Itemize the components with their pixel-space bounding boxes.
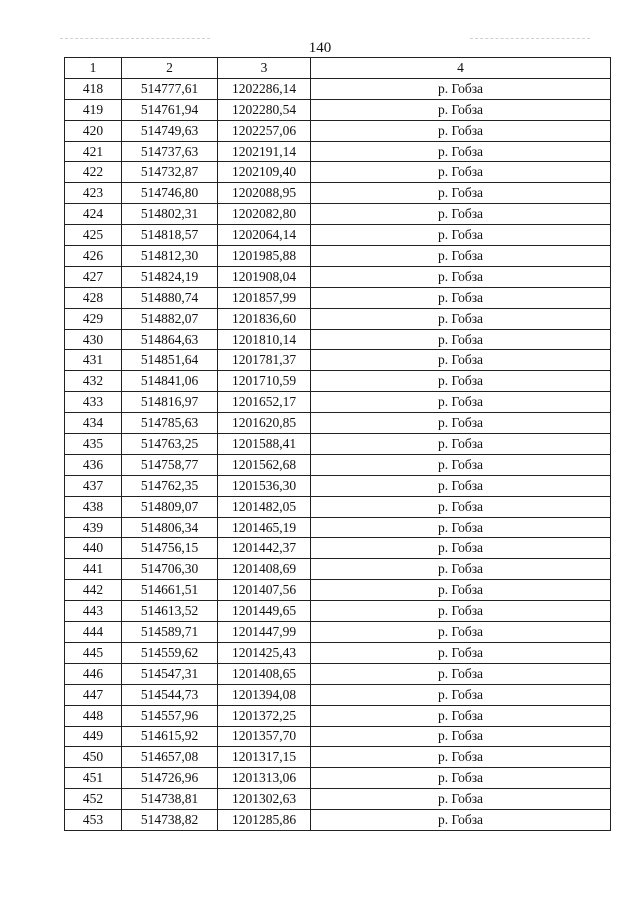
table-row bbox=[65, 622, 611, 643]
point-number-cell: 431 bbox=[65, 350, 122, 371]
x-coordinate-cell: 514806,34 bbox=[122, 517, 218, 538]
x-coordinate-cell: 514557,96 bbox=[122, 705, 218, 726]
x-coordinate-cell: 514746,80 bbox=[122, 183, 218, 204]
table-row bbox=[65, 266, 611, 287]
y-coordinate-cell: 1201710,59 bbox=[218, 371, 311, 392]
table-row bbox=[65, 580, 611, 601]
y-coordinate-cell: 1201482,05 bbox=[218, 496, 311, 517]
table-row bbox=[65, 601, 611, 622]
x-coordinate-cell: 514661,51 bbox=[122, 580, 218, 601]
x-coordinate-cell: 514818,57 bbox=[122, 225, 218, 246]
y-coordinate-cell: 1202064,14 bbox=[218, 225, 311, 246]
scan-artifact-line bbox=[470, 38, 590, 39]
table-row bbox=[65, 726, 611, 747]
y-coordinate-cell: 1201447,99 bbox=[218, 622, 311, 643]
point-number-cell: 439 bbox=[65, 517, 122, 538]
point-number-cell: 434 bbox=[65, 413, 122, 434]
point-number-cell: 422 bbox=[65, 162, 122, 183]
point-number-cell: 442 bbox=[65, 580, 122, 601]
x-coordinate-cell: 514812,30 bbox=[122, 246, 218, 267]
point-number-cell: 441 bbox=[65, 559, 122, 580]
description-cell: р. Гобза bbox=[311, 705, 611, 726]
point-number-cell: 436 bbox=[65, 454, 122, 475]
x-coordinate-cell: 514589,71 bbox=[122, 622, 218, 643]
y-coordinate-cell: 1201465,19 bbox=[218, 517, 311, 538]
table-row bbox=[65, 642, 611, 663]
point-number-cell: 428 bbox=[65, 287, 122, 308]
point-number-cell: 438 bbox=[65, 496, 122, 517]
y-coordinate-cell: 1201562,68 bbox=[218, 454, 311, 475]
table-row bbox=[65, 141, 611, 162]
x-coordinate-cell: 514851,64 bbox=[122, 350, 218, 371]
y-coordinate-cell: 1201985,88 bbox=[218, 246, 311, 267]
y-coordinate-cell: 1201357,70 bbox=[218, 726, 311, 747]
point-number-cell: 437 bbox=[65, 475, 122, 496]
y-coordinate-cell: 1202109,40 bbox=[218, 162, 311, 183]
description-cell: р. Гобза bbox=[311, 225, 611, 246]
y-coordinate-cell: 1201536,30 bbox=[218, 475, 311, 496]
table-row bbox=[65, 162, 611, 183]
y-coordinate-cell: 1202082,80 bbox=[218, 204, 311, 225]
point-number-cell: 444 bbox=[65, 622, 122, 643]
description-cell: р. Гобза bbox=[311, 726, 611, 747]
page-number: 140 bbox=[308, 40, 332, 56]
description-cell: р. Гобза bbox=[311, 768, 611, 789]
description-cell: р. Гобза bbox=[311, 350, 611, 371]
x-coordinate-cell: 514615,92 bbox=[122, 726, 218, 747]
column-header-2: 2 bbox=[122, 58, 218, 79]
point-number-cell: 448 bbox=[65, 705, 122, 726]
y-coordinate-cell: 1201449,65 bbox=[218, 601, 311, 622]
table-row bbox=[65, 99, 611, 120]
x-coordinate-cell: 514761,94 bbox=[122, 99, 218, 120]
x-coordinate-cell: 514785,63 bbox=[122, 413, 218, 434]
table-row bbox=[65, 287, 611, 308]
x-coordinate-cell: 514613,52 bbox=[122, 601, 218, 622]
point-number-cell: 429 bbox=[65, 308, 122, 329]
table-row bbox=[65, 747, 611, 768]
point-number-cell: 420 bbox=[65, 120, 122, 141]
description-cell: р. Гобза bbox=[311, 329, 611, 350]
description-cell: р. Гобза bbox=[311, 517, 611, 538]
point-number-cell: 435 bbox=[65, 434, 122, 455]
description-cell: р. Гобза bbox=[311, 601, 611, 622]
description-cell: р. Гобза bbox=[311, 538, 611, 559]
y-coordinate-cell: 1202286,14 bbox=[218, 78, 311, 99]
x-coordinate-cell: 514763,25 bbox=[122, 434, 218, 455]
table-row bbox=[65, 789, 611, 810]
description-cell: р. Гобза bbox=[311, 475, 611, 496]
description-cell: р. Гобза bbox=[311, 392, 611, 413]
y-coordinate-cell: 1201407,56 bbox=[218, 580, 311, 601]
scan-artifact-line bbox=[60, 38, 210, 39]
description-cell: р. Гобза bbox=[311, 810, 611, 831]
point-number-cell: 449 bbox=[65, 726, 122, 747]
y-coordinate-cell: 1201425,43 bbox=[218, 642, 311, 663]
table-body bbox=[65, 78, 611, 830]
table-row bbox=[65, 246, 611, 267]
point-number-cell: 427 bbox=[65, 266, 122, 287]
y-coordinate-cell: 1201394,08 bbox=[218, 684, 311, 705]
table-row bbox=[65, 454, 611, 475]
point-number-cell: 440 bbox=[65, 538, 122, 559]
description-cell: р. Гобза bbox=[311, 371, 611, 392]
description-cell: р. Гобза bbox=[311, 266, 611, 287]
description-cell: р. Гобза bbox=[311, 120, 611, 141]
table-row bbox=[65, 538, 611, 559]
table-row bbox=[65, 684, 611, 705]
table-row bbox=[65, 705, 611, 726]
y-coordinate-cell: 1201285,86 bbox=[218, 810, 311, 831]
description-cell: р. Гобза bbox=[311, 496, 611, 517]
y-coordinate-cell: 1201781,37 bbox=[218, 350, 311, 371]
description-cell: р. Гобза bbox=[311, 183, 611, 204]
x-coordinate-cell: 514758,77 bbox=[122, 454, 218, 475]
point-number-cell: 446 bbox=[65, 663, 122, 684]
table-header-row bbox=[65, 58, 611, 79]
description-cell: р. Гобза bbox=[311, 287, 611, 308]
point-number-cell: 453 bbox=[65, 810, 122, 831]
point-number-cell: 432 bbox=[65, 371, 122, 392]
point-number-cell: 418 bbox=[65, 78, 122, 99]
x-coordinate-cell: 514756,15 bbox=[122, 538, 218, 559]
table-row bbox=[65, 496, 611, 517]
description-cell: р. Гобза bbox=[311, 413, 611, 434]
table-row bbox=[65, 559, 611, 580]
table-row bbox=[65, 308, 611, 329]
point-number-cell: 426 bbox=[65, 246, 122, 267]
y-coordinate-cell: 1201836,60 bbox=[218, 308, 311, 329]
column-header-4: 4 bbox=[311, 58, 611, 79]
column-header-3: 3 bbox=[218, 58, 311, 79]
x-coordinate-cell: 514749,63 bbox=[122, 120, 218, 141]
x-coordinate-cell: 514738,82 bbox=[122, 810, 218, 831]
y-coordinate-cell: 1201408,65 bbox=[218, 663, 311, 684]
x-coordinate-cell: 514880,74 bbox=[122, 287, 218, 308]
x-coordinate-cell: 514816,97 bbox=[122, 392, 218, 413]
y-coordinate-cell: 1201442,37 bbox=[218, 538, 311, 559]
table-row bbox=[65, 413, 611, 434]
point-number-cell: 452 bbox=[65, 789, 122, 810]
x-coordinate-cell: 514706,30 bbox=[122, 559, 218, 580]
description-cell: р. Гобза bbox=[311, 454, 611, 475]
x-coordinate-cell: 514559,62 bbox=[122, 642, 218, 663]
table-row bbox=[65, 78, 611, 99]
y-coordinate-cell: 1201810,14 bbox=[218, 329, 311, 350]
table-row bbox=[65, 768, 611, 789]
description-cell: р. Гобза bbox=[311, 141, 611, 162]
y-coordinate-cell: 1202088,95 bbox=[218, 183, 311, 204]
x-coordinate-cell: 514762,35 bbox=[122, 475, 218, 496]
description-cell: р. Гобза bbox=[311, 162, 611, 183]
x-coordinate-cell: 514802,31 bbox=[122, 204, 218, 225]
y-coordinate-cell: 1201408,69 bbox=[218, 559, 311, 580]
x-coordinate-cell: 514882,07 bbox=[122, 308, 218, 329]
description-cell: р. Гобза bbox=[311, 747, 611, 768]
point-number-cell: 425 bbox=[65, 225, 122, 246]
x-coordinate-cell: 514737,63 bbox=[122, 141, 218, 162]
y-coordinate-cell: 1201652,17 bbox=[218, 392, 311, 413]
description-cell: р. Гобза bbox=[311, 246, 611, 267]
y-coordinate-cell: 1201313,06 bbox=[218, 768, 311, 789]
point-number-cell: 419 bbox=[65, 99, 122, 120]
y-coordinate-cell: 1202257,06 bbox=[218, 120, 311, 141]
x-coordinate-cell: 514841,06 bbox=[122, 371, 218, 392]
table-row bbox=[65, 392, 611, 413]
description-cell: р. Гобза bbox=[311, 99, 611, 120]
description-cell: р. Гобза bbox=[311, 204, 611, 225]
table-row bbox=[65, 120, 611, 141]
point-number-cell: 433 bbox=[65, 392, 122, 413]
table-row bbox=[65, 183, 611, 204]
point-number-cell: 450 bbox=[65, 747, 122, 768]
x-coordinate-cell: 514657,08 bbox=[122, 747, 218, 768]
table-row bbox=[65, 475, 611, 496]
x-coordinate-cell: 514864,63 bbox=[122, 329, 218, 350]
description-cell: р. Гобза bbox=[311, 642, 611, 663]
point-number-cell: 443 bbox=[65, 601, 122, 622]
point-number-cell: 430 bbox=[65, 329, 122, 350]
description-cell: р. Гобза bbox=[311, 434, 611, 455]
x-coordinate-cell: 514809,07 bbox=[122, 496, 218, 517]
table-row bbox=[65, 810, 611, 831]
description-cell: р. Гобза bbox=[311, 684, 611, 705]
table-row bbox=[65, 329, 611, 350]
x-coordinate-cell: 514777,61 bbox=[122, 78, 218, 99]
description-cell: р. Гобза bbox=[311, 580, 611, 601]
point-number-cell: 445 bbox=[65, 642, 122, 663]
y-coordinate-cell: 1201588,41 bbox=[218, 434, 311, 455]
x-coordinate-cell: 514738,81 bbox=[122, 789, 218, 810]
table-row bbox=[65, 517, 611, 538]
y-coordinate-cell: 1201908,04 bbox=[218, 266, 311, 287]
description-cell: р. Гобза bbox=[311, 78, 611, 99]
point-number-cell: 421 bbox=[65, 141, 122, 162]
table-row bbox=[65, 371, 611, 392]
y-coordinate-cell: 1201317,15 bbox=[218, 747, 311, 768]
table-row bbox=[65, 663, 611, 684]
description-cell: р. Гобза bbox=[311, 308, 611, 329]
point-number-cell: 451 bbox=[65, 768, 122, 789]
description-cell: р. Гобза bbox=[311, 559, 611, 580]
x-coordinate-cell: 514726,96 bbox=[122, 768, 218, 789]
y-coordinate-cell: 1201857,99 bbox=[218, 287, 311, 308]
point-number-cell: 447 bbox=[65, 684, 122, 705]
y-coordinate-cell: 1202191,14 bbox=[218, 141, 311, 162]
point-number-cell: 423 bbox=[65, 183, 122, 204]
table-row bbox=[65, 225, 611, 246]
y-coordinate-cell: 1201372,25 bbox=[218, 705, 311, 726]
description-cell: р. Гобза bbox=[311, 663, 611, 684]
x-coordinate-cell: 514732,87 bbox=[122, 162, 218, 183]
table-row bbox=[65, 350, 611, 371]
y-coordinate-cell: 1201302,63 bbox=[218, 789, 311, 810]
column-header-1: 1 bbox=[65, 58, 122, 79]
y-coordinate-cell: 1201620,85 bbox=[218, 413, 311, 434]
description-cell: р. Гобза bbox=[311, 622, 611, 643]
x-coordinate-cell: 514544,73 bbox=[122, 684, 218, 705]
x-coordinate-cell: 514547,31 bbox=[122, 663, 218, 684]
description-cell: р. Гобза bbox=[311, 789, 611, 810]
table-row bbox=[65, 204, 611, 225]
y-coordinate-cell: 1202280,54 bbox=[218, 99, 311, 120]
point-number-cell: 424 bbox=[65, 204, 122, 225]
table-row bbox=[65, 434, 611, 455]
x-coordinate-cell: 514824,19 bbox=[122, 266, 218, 287]
coordinates-table bbox=[64, 57, 611, 831]
